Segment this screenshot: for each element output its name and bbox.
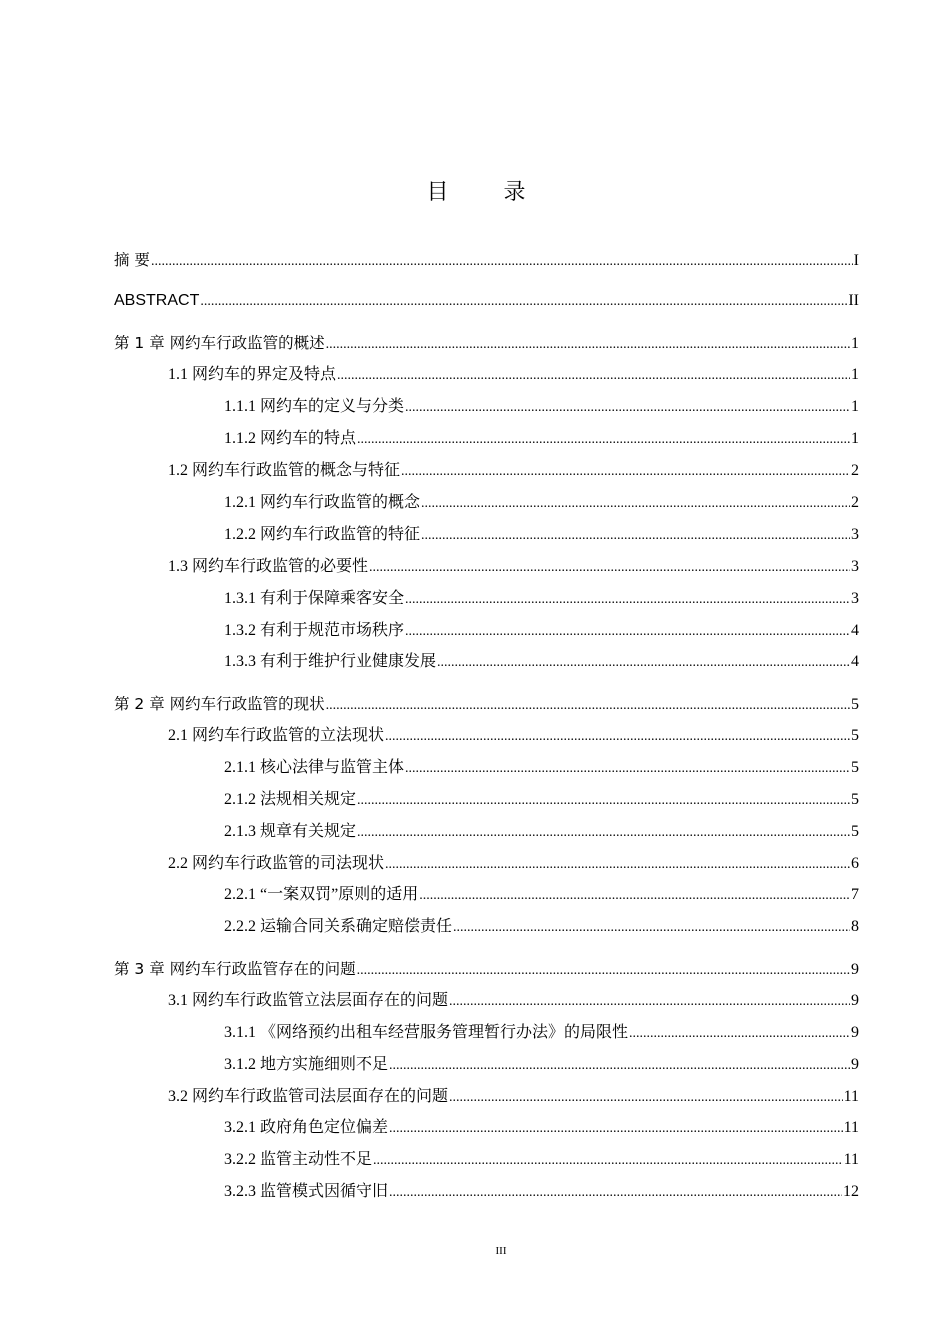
toc-entry-label: ABSTRACT [114, 292, 200, 309]
toc-entry-page: 1 [851, 366, 859, 383]
toc-entry-subsection-1-1-2[interactable] [224, 428, 859, 450]
toc-entry-page: 2 [851, 494, 859, 511]
page-number: III [495, 1245, 507, 1257]
toc-entry-label: 第 3 章 网约车行政监管存在的问题 [114, 960, 356, 978]
toc-entry-page: 5 [851, 696, 859, 713]
toc-entry-page: 11 [843, 1088, 859, 1105]
toc-entry-page: 5 [851, 823, 859, 840]
toc-entry-page: 1 [851, 398, 859, 415]
toc-entry-page: 9 [851, 1024, 859, 1041]
toc-entry-page: 1 [851, 430, 859, 447]
toc-entry-page: 12 [843, 1183, 859, 1200]
toc-leader-dots [389, 1054, 850, 1077]
toc-leader-dots [357, 428, 850, 451]
toc-entry-page: 5 [851, 727, 859, 744]
toc-entry-subsection-2-2-2[interactable] [224, 916, 859, 938]
toc-entry-label: 2.2.1 “一案双罚”原则的适用 [224, 886, 419, 903]
toc-entry-section-2-2[interactable] [168, 853, 859, 875]
toc-entry-chapter-3[interactable] [114, 958, 859, 980]
toc-entry-label: 3.1.2 地方实施细则不足 [224, 1056, 389, 1073]
toc-leader-dots [421, 524, 850, 547]
toc-leader-dots [373, 1149, 843, 1172]
toc-entry-subsection-3-1-1[interactable] [224, 1022, 859, 1044]
toc-leader-dots [421, 492, 850, 515]
toc-entry-label: 1.2.2 网约车行政监管的特征 [224, 526, 421, 543]
toc-entry-section-3-2[interactable] [168, 1086, 859, 1108]
toc-entry-section-1-1[interactable] [168, 364, 859, 386]
toc-leader-dots [389, 1117, 843, 1140]
toc-entry-label: 1.2.1 网约车行政监管的概念 [224, 494, 421, 511]
toc-entry-subsection-3-2-2[interactable] [224, 1149, 859, 1171]
toc-entry-label: 2.1 网约车行政监管的立法现状 [168, 727, 385, 744]
toc-entry-page: 7 [851, 886, 859, 903]
toc-entry-label: 3.1.1 《网络预约出租车经营服务管理暂行办法》的局限性 [224, 1024, 629, 1041]
toc-entry-page: 5 [851, 791, 859, 808]
toc-entry-abstract-en[interactable] [114, 290, 859, 312]
toc-entry-page: 9 [851, 1056, 859, 1073]
toc-entry-page: 2 [851, 462, 859, 479]
toc-entry-page: I [853, 252, 859, 269]
toc-entry-subsection-2-1-3[interactable] [224, 821, 859, 843]
toc-leader-dots [401, 460, 850, 483]
toc-entry-label: 3.1 网约车行政监管立法层面存在的问题 [168, 992, 449, 1009]
toc-entry-page: 6 [851, 855, 859, 872]
toc-entry-label: 1.3.3 有利于维护行业健康发展 [224, 653, 437, 670]
toc-entry-label: 3.2.1 政府角色定位偏差 [224, 1119, 389, 1136]
toc-entry-subsection-3-2-1[interactable] [224, 1117, 859, 1139]
toc-entry-page: 3 [851, 526, 859, 543]
toc-leader-dots [385, 725, 850, 748]
toc-leader-dots [405, 620, 850, 643]
toc-entry-section-1-3[interactable] [168, 556, 859, 578]
toc-leader-dots [405, 588, 850, 611]
toc-leader-dots [369, 556, 850, 579]
toc-entry-subsection-1-3-1[interactable] [224, 588, 859, 610]
toc-leader-dots [453, 916, 850, 939]
toc-entry-label: 1.3 网约车行政监管的必要性 [168, 558, 369, 575]
toc-entry-page: 9 [851, 961, 859, 978]
toc-leader-dots [385, 853, 850, 876]
toc-entry-label: 1.3.1 有利于保障乘客安全 [224, 590, 405, 607]
toc-entry-label: 3.2 网约车行政监管司法层面存在的问题 [168, 1088, 449, 1105]
toc-entry-label: 2.2.2 运输合同关系确定赔偿责任 [224, 918, 453, 935]
toc-leader-dots [449, 1086, 843, 1109]
toc-entry-label: 2.1.3 规章有关规定 [224, 823, 357, 840]
toc-entry-subsection-1-2-1[interactable] [224, 492, 859, 514]
toc-entry-label: 3.2.2 监管主动性不足 [224, 1151, 373, 1168]
toc-leader-dots [389, 1181, 842, 1204]
toc-entry-label: 2.1.2 法规相关规定 [224, 791, 357, 808]
toc-entry-subsection-3-2-3[interactable] [224, 1181, 859, 1203]
toc-entry-subsection-1-2-2[interactable] [224, 524, 859, 546]
toc-leader-dots [326, 694, 850, 717]
toc-entry-page: 9 [851, 992, 859, 1009]
toc-entry-subsection-2-1-1[interactable] [224, 757, 859, 779]
toc-entry-label: 1.1.1 网约车的定义与分类 [224, 398, 405, 415]
toc-entry-subsection-1-3-2[interactable] [224, 620, 859, 642]
toc-entry-abstract-cn[interactable] [114, 249, 859, 271]
toc-entry-label: 2.1.1 核心法律与监管主体 [224, 759, 405, 776]
toc-leader-dots [337, 364, 850, 387]
toc-entry-section-3-1[interactable] [168, 990, 859, 1012]
toc-entry-subsection-1-1-1[interactable] [224, 396, 859, 418]
toc-leader-dots [629, 1022, 850, 1045]
toc-entry-page: 4 [851, 653, 859, 670]
toc-leader-dots [326, 333, 850, 356]
toc-entry-page: 3 [851, 558, 859, 575]
toc-entry-section-1-2[interactable] [168, 460, 859, 482]
toc-entry-label: 1.2 网约车行政监管的概念与特征 [168, 462, 401, 479]
toc-entry-label: 3.2.3 监管模式因循守旧 [224, 1183, 389, 1200]
toc-entry-page: 4 [851, 622, 859, 639]
toc-leader-dots [200, 290, 847, 313]
toc-entry-page: 3 [851, 590, 859, 607]
toc-entry-page: 11 [843, 1151, 859, 1168]
toc-leader-dots [357, 821, 850, 844]
toc-leader-dots [419, 884, 850, 907]
toc-leader-dots [405, 757, 850, 780]
toc-leader-dots [449, 990, 850, 1013]
toc-leader-dots [357, 789, 850, 812]
toc-entry-subsection-1-3-3[interactable] [224, 651, 859, 673]
toc-leader-dots [405, 396, 850, 419]
toc-entry-label: 1.1.2 网约车的特点 [224, 430, 357, 447]
toc-title: 目 录 [426, 180, 550, 205]
toc-entry-label: 摘 要 [114, 251, 150, 269]
toc-entry-label: 第 1 章 网约车行政监管的概述 [114, 334, 325, 352]
toc-leader-dots [357, 959, 850, 982]
toc-entry-chapter-2[interactable] [114, 693, 859, 715]
toc-entry-page: 1 [851, 335, 859, 352]
toc-entry-page: 8 [851, 918, 859, 935]
toc-entry-page: II [848, 292, 859, 309]
toc-entry-chapter-1[interactable] [114, 332, 859, 354]
toc-entry-subsection-2-1-2[interactable] [224, 789, 859, 811]
toc-entry-page: 5 [851, 759, 859, 776]
toc-leader-dots [151, 250, 853, 273]
toc-entry-label: 1.1 网约车的界定及特点 [168, 366, 337, 383]
toc-entry-label: 第 2 章 网约车行政监管的现状 [114, 695, 325, 713]
toc-leader-dots [437, 651, 850, 674]
toc-entry-subsection-2-2-1[interactable] [224, 884, 859, 906]
toc-entry-section-2-1[interactable] [168, 725, 859, 747]
toc-entry-label: 2.2 网约车行政监管的司法现状 [168, 855, 385, 872]
toc-entry-page: 11 [843, 1119, 859, 1136]
toc-entry-label: 1.3.2 有利于规范市场秩序 [224, 622, 405, 639]
toc-entry-subsection-3-1-2[interactable] [224, 1054, 859, 1076]
